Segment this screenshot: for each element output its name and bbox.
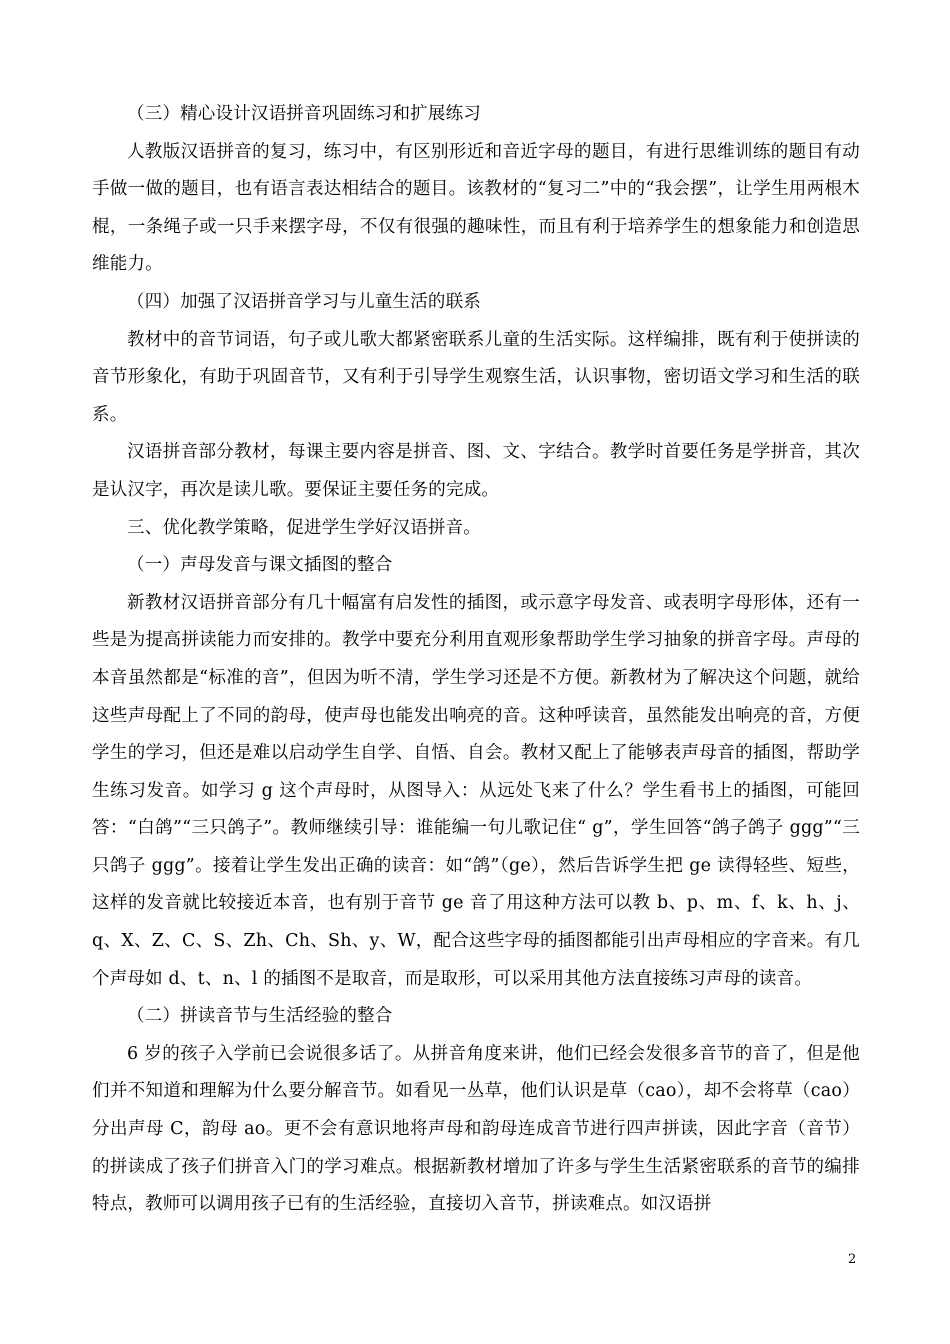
document-body <box>92 96 860 1224</box>
body-paragraph: 汉语拼音部分教材，每课主要内容是拼音、图、文、字结合。教学时首要任务是学拼音，其次是认汉字，再次是读儿歌。要保证主要任务的完成。 <box>92 442 860 500</box>
page-number: 2 <box>848 1252 857 1267</box>
body-paragraph: 6 岁的孩子入学前已会说很多话了。从拼音角度来讲，他们已经会发很多音节的音了，但是他们并不知道和理解为什么要分解音节。如看见一丛草，他们认识是草（cao），却不会将草（cao）分出声母 C，韵母 ao。更不会有意识地将声母和韵母连成音节进行四声拼读，因此字音（音节）的拼读成了孩子们拼音入门的学习难点。根据新教材增加了许多与学生生活紧密联系的音节的编排特点，教师可以调用孩子已有的生活经验，直接切入音节，拼读难点。如汉语拼 <box>92 1043 860 1215</box>
section-heading-one: （一）声母发音与课文插图的整合 <box>127 555 393 576</box>
body-paragraph: 教材中的音节词语，句子或儿歌大都紧密联系儿童的生活实际。这样编排，既有利于使拼读的音节形象化，有助于巩固音节，又有利于引导学生观察生活，认识事物，密切语文学习和生活的联系。 <box>92 329 860 425</box>
body-paragraph: 新教材汉语拼音部分有几十幅富有启发性的插图，或示意字母发音、或表明字母形体，还有一些是为提高拼读能力而安排的。教学中要充分利用直观形象帮助学生学习抽象的拼音字母。声母的本音虽然都是“标准的音”，但因为听不清，学生学习还是不方便。新教材为了解决这个问题，就给这些声母配上了不同的韵母，使声母也能发出响亮的音。这种呼读音，虽然能发出响亮的音，方便学生的学习，但还是难以启动学生自学、自悟、自会。教材又配上了能够表声母音的插图，帮助学生练习发音。如学习 g 这个声母时，从图导入：从远处飞来了什么？学生看书上的插图，可能回答：“白鸽”“三只鸽子”。教师继续引导：谁能编一句儿歌记住“ g”，学生回答“鸽子鸽子 ggg”“三只鸽子 ggg”。接着让学生发出正确的读音：如“鸽”（ge），然后告诉学生把 ge 读得轻些、短些，这样的发音就比较接近本音，也有别于音节 ge 音了用这种方法可以教 b、p、m、f、k、h、j、q、X、Z、C、S、Zh、Ch、Sh、y、W，配合这些字母的插图都能引出声母相应的字音来。有几个声母如 d、t、n、l 的插图不是取音，而是取形，可以采用其他方法直接练习声母的读音。 <box>92 592 860 989</box>
section-heading-four: （四）加强了汉语拼音学习与儿童生活的联系 <box>127 291 481 312</box>
chapter-heading: 三、优化教学策略，促进学生学好汉语拼音。 <box>127 517 481 538</box>
body-paragraph: 人教版汉语拼音的复习，练习中，有区别形近和音近字母的题目，有进行思维训练的题目有动手做一做的题目，也有语言表达相结合的题目。该教材的“复习二”中的“我会摆”，让学生用两根木棍，一条绳子或一只手来摆字母，不仅有很强的趣味性，而且有利于培养学生的想象能力和创造思维能力。 <box>92 141 860 275</box>
section-heading-two: （二）拼读音节与生活经验的整合 <box>127 1006 393 1027</box>
section-heading-three: （三）精心设计汉语拼音巩固练习和扩展练习 <box>127 104 481 124</box>
